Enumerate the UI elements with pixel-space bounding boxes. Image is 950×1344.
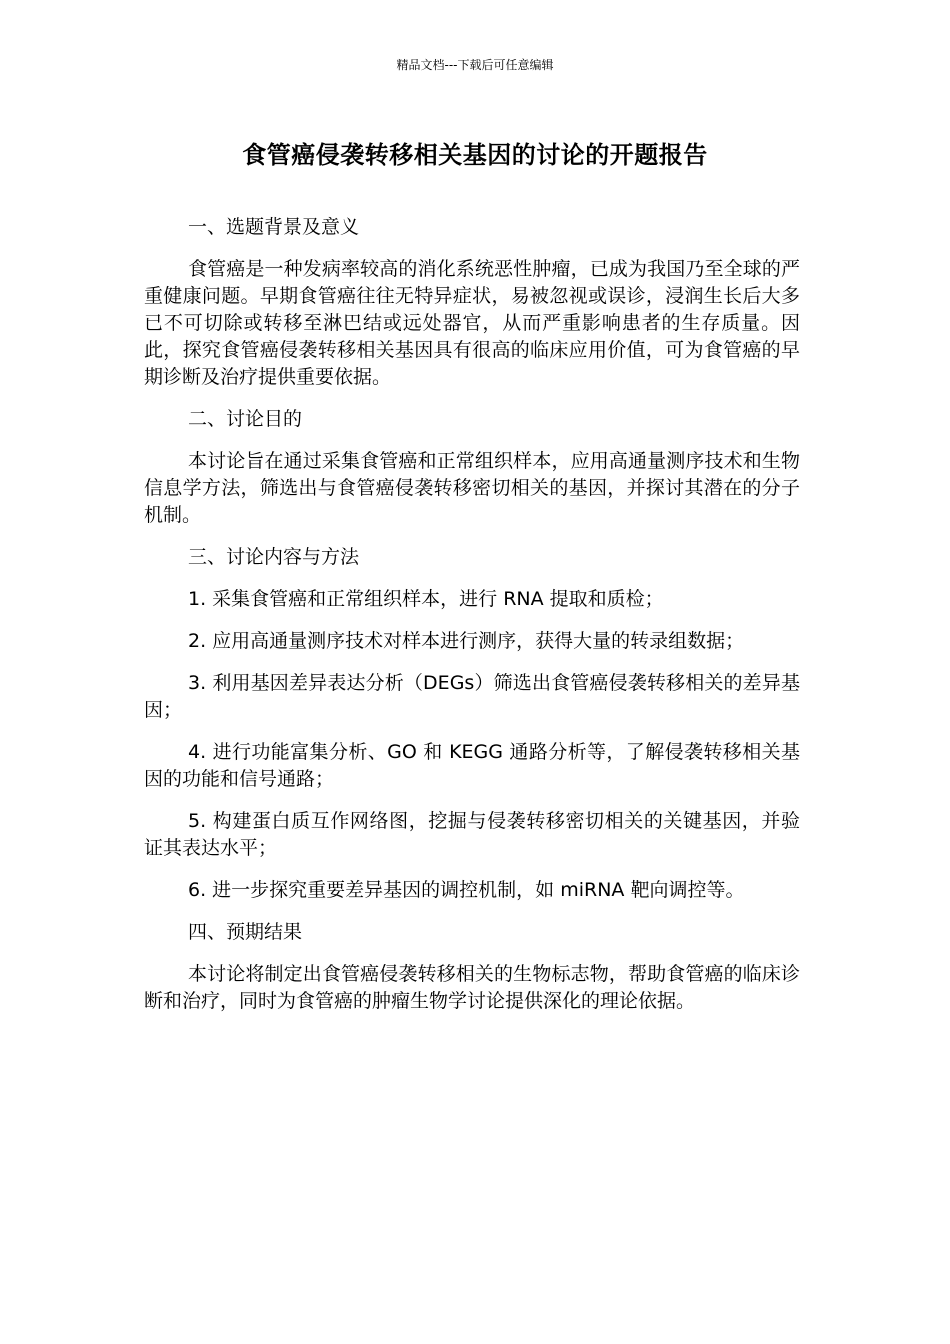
paragraph-purpose: 本讨论旨在通过采集食管癌和正常组织样本，应用高通量测序技术和生物信息学方法，筛选出与食管癌侵袭转移密切相关的基因，并探讨其潜在的分子机制。 xyxy=(144,450,800,526)
document-body xyxy=(144,214,800,1030)
method-item-6: 6. 进一步探究重要差异基因的调控机制，如 miRNA 靶向调控等。 xyxy=(188,879,745,901)
document-title: 食管癌侵袭转移相关基因的讨论的开题报告 xyxy=(242,141,708,169)
paragraph-results: 本讨论将制定出食管癌侵袭转移相关的生物标志物，帮助食管癌的临床诊断和治疗，同时为食管癌的肿瘤生物学讨论提供深化的理论依据。 xyxy=(144,963,800,1012)
method-item-2: 2. 应用高通量测序技术对样本进行测序，获得大量的转录组数据； xyxy=(188,630,745,652)
method-item-3: 3. 利用基因差异表达分析（DEGs）筛选出食管癌侵袭转移相关的差异基因； xyxy=(144,672,800,721)
method-item-4: 4. 进行功能富集分析、GO 和 KEGG 通路分析等，了解侵袭转移相关基因的功能和信号通路； xyxy=(144,741,800,790)
page-header: 精品文档---下载后可任意编辑 xyxy=(396,58,554,72)
method-item-5: 5. 构建蛋白质互作网络图，挖掘与侵袭转移密切相关的关键基因，并验证其表达水平； xyxy=(144,810,800,859)
section-heading-background: 一、选题背景及意义 xyxy=(188,216,360,238)
section-heading-results: 四、预期结果 xyxy=(188,921,303,943)
method-item-1: 1. 采集食管癌和正常组织样本，进行 RNA 提取和质检； xyxy=(188,588,664,610)
section-heading-methods: 三、讨论内容与方法 xyxy=(188,546,360,568)
section-heading-purpose: 二、讨论目的 xyxy=(188,408,303,430)
paragraph-background: 食管癌是一种发病率较高的消化系统恶性肿瘤，已成为我国乃至全球的严重健康问题。早期食管癌往往无特异症状，易被忽视或误诊，浸润生长后大多已不可切除或转移至淋巴结或远处器官，从而严重影响患者的生存质量。因此，探究食管癌侵袭转移相关基因具有很高的临床应用价值，可为食管癌的早期诊断及治疗提供重要依据。 xyxy=(144,258,800,388)
